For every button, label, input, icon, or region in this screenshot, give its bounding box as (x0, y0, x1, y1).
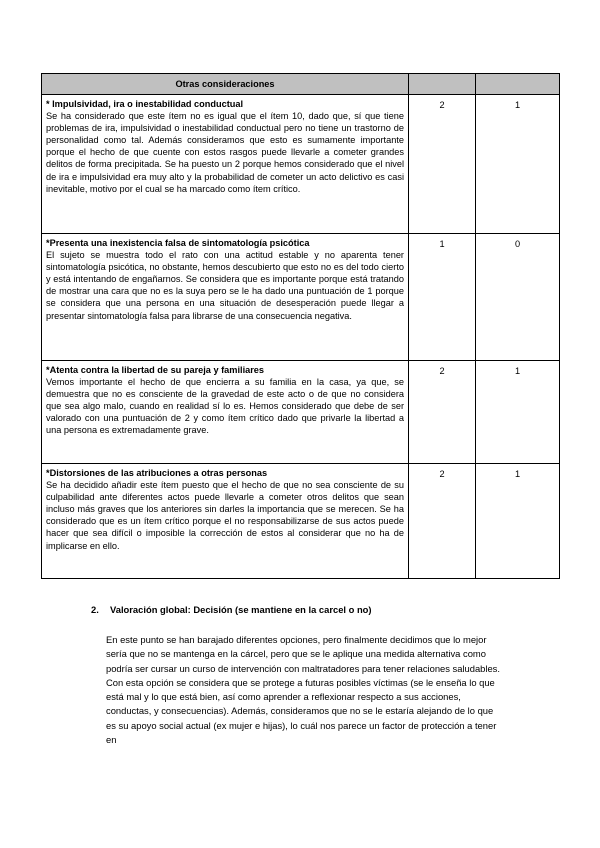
table-header-row (42, 74, 560, 95)
table-header-blank-2 (476, 74, 560, 95)
row-description (42, 361, 409, 464)
row-score-1: 2 (409, 464, 476, 579)
section-heading (91, 604, 372, 615)
row-score-2: 1 (476, 95, 560, 234)
row-description (42, 234, 409, 361)
row-title: *Presenta una inexistencia falsa de sintomatología psicótica (46, 238, 310, 248)
table-row (42, 95, 560, 234)
section-title: Valoración global: Decisión (se mantiene en la carcel o no) (110, 604, 372, 615)
row-score-2: 1 (476, 464, 560, 579)
table-row (42, 464, 560, 579)
table-row (42, 361, 560, 464)
section-number: 2. (91, 604, 99, 615)
table-header-blank-1 (409, 74, 476, 95)
table-row (42, 234, 560, 361)
row-score-1: 2 (409, 95, 476, 234)
considerations-table (41, 73, 560, 579)
table-header-title: Otras consideraciones (42, 74, 409, 95)
row-text: Se ha decidido añadir este ítem puesto que el hecho de que no sea consciente de su culpabilidad ante diferentes actos puede llevarle a cometer otros delitos que sean incluso más graves que los anteriores sin darles la importancia que se merecen. Se ha considerado que es un ítem crítico porque el no responsabilizarse de sus actos puede hacer que sea difícil o imposible la corrección de estos al considerar que no ha de implicarse en ello. (46, 480, 404, 551)
row-description (42, 464, 409, 579)
row-text: Vemos importante el hecho de que encierra a su familia en la casa, ya que, se demuestra que no es consciente de la gravedad de este acto o de que no considera que sea algo malo, cuando en realidad sí lo es. Hemos considerado que debe de ser valorado con una puntuación de 2 y como ítem crítico dado que privarle la libertad a una persona es extremadamente grave. (46, 377, 404, 436)
row-description (42, 95, 409, 234)
section-heading-block (91, 604, 511, 615)
row-score-1: 2 (409, 361, 476, 464)
row-score-2: 0 (476, 234, 560, 361)
section-body: En este punto se han barajado diferentes opciones, pero finalmente decidimos que lo mejor sería que no se mantenga en la cárcel, pero que se le aplique una medida alternativa como podría ser cursar un curso de intervención con maltratadores para tener relaciones saludables. Con esta opción se considera que se protege a futuras posibles víctimas (se le enseña lo que está mal y lo que está bien, así como aprender a reflexionar respecto a sus acciones, conductas, y consecuencias). Además, consideramos que no se le estaría alejando de lo que es su apoyo social actual (ex mujer e hijas), lo cuál nos parece un factor de protección a tener en (106, 634, 500, 746)
row-text: Se ha considerado que este ítem no es igual que el ítem 10, dado que, sí que tiene problemas de ira, impulsividad o inestabilidad conductual pero no tiene un trastorno de personalidad como tal. Además consideramos que esto es sumamente importante porque el hecho de que cuente con estos rasgos puede llevarle a cometer grandes delitos de forma precipitada. Se ha puesto un 2 porque hemos considerado que el nivel de ira e impulsividad era muy alto y la probabilidad de cometer un acto delictivo es casi inevitable, motivo por el cual se ha marcado como ítem crítico. (46, 111, 404, 194)
row-score-2: 1 (476, 361, 560, 464)
row-title: *Distorsiones de las atribuciones a otras personas (46, 468, 268, 478)
row-text: El sujeto se muestra todo el rato con una actitud estable y no aparenta tener sintomatología psicótica, no obstante, hemos descubierto que esto no es del todo cierto y está intentando de engañarnos. Se considera que es importante porque está tratando de mostrar una cara que no es la suya pero se le ha dado una puntuación de 1 porque se considera que una persona en una situación de desesperación puede llegar a presentar sintomatología falsa para librarse de una consecuencia negativa. (46, 250, 404, 321)
row-title: * Impulsividad, ira o inestabilidad conductual (46, 99, 244, 109)
row-title: *Atenta contra la libertad de su pareja y familiares (46, 365, 265, 375)
row-score-1: 1 (409, 234, 476, 361)
